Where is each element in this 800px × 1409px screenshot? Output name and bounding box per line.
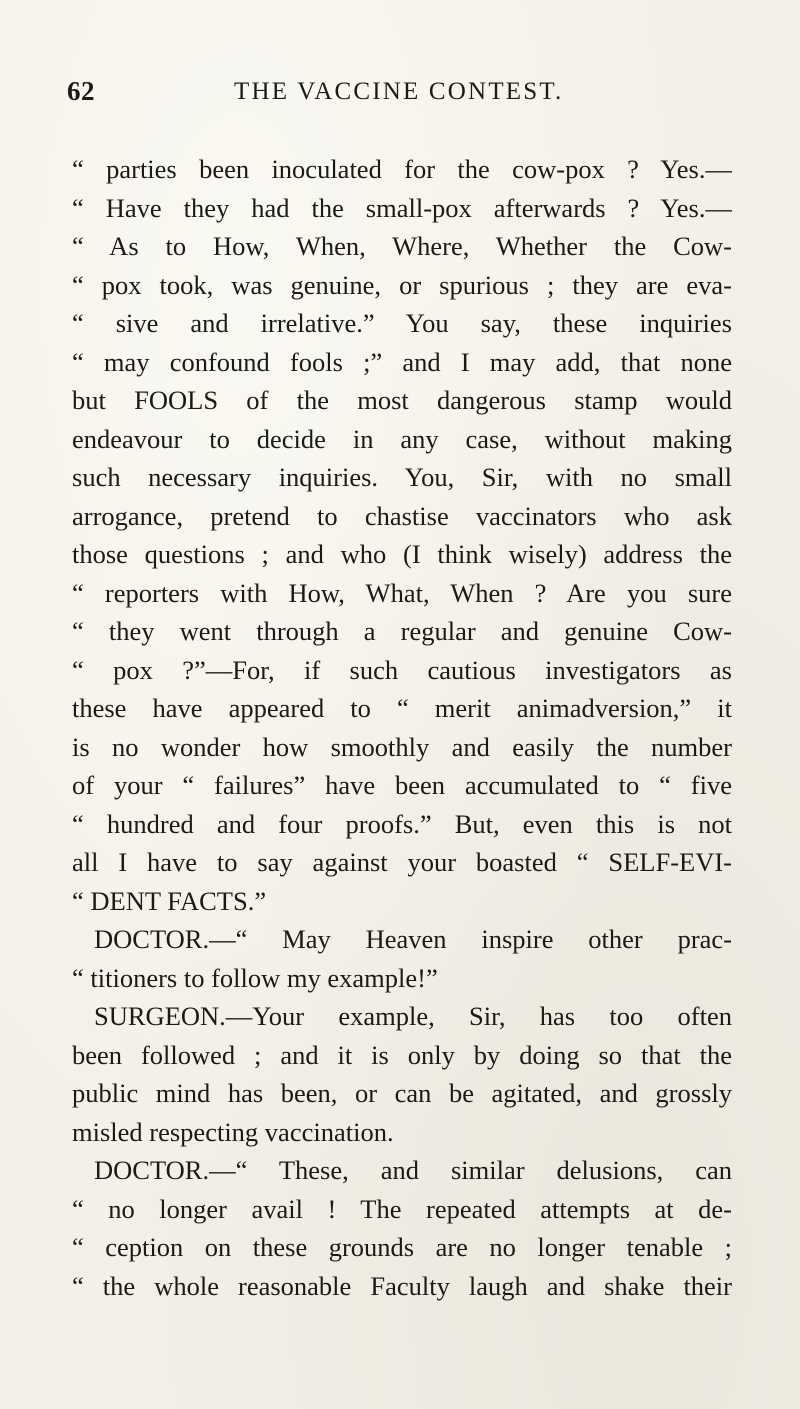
text-line: “ sive and irrelative.” You say, these inquiries [72,308,732,338]
text-line: “ hundred and four proofs.” But, even this is not [72,808,732,839]
text-line: been followed ; and it is only by doing so that the [72,1039,732,1070]
text-line: “ may confound fools ;” and I may add, that none [72,346,732,377]
text-line: endeavour to decide in any case, without making [72,423,732,454]
text-line: all I have to say against your boasted “ SELF-EVI- [72,847,732,877]
text-line: those questions ; and who (I think wisely) address the [72,539,732,569]
text-line: DOCTOR.—“ These, and similar delusions, can [94,1155,732,1185]
text-line: “ they went through a regular and genuine Cow- [72,616,732,646]
text-line: “ the whole reasonable Faculty laugh and shake their [72,1270,732,1301]
text-line: arrogance, pretend to chastise vaccinators who ask [72,500,732,531]
text-line: “ parties been inoculated for the cow-pox ? Yes.— [72,154,732,184]
page-number: 62 [67,76,95,106]
text-line: these have appeared to “ merit animadversion,” it [72,693,732,723]
text-line: “ As to How, When, Where, Whether the Cow- [72,231,732,261]
page-header [0,76,800,116]
text-line: “ reporters with How, What, When ? Are you sure [72,577,732,608]
text-line: “ Have they had the small-pox afterwards ? Yes.— [72,192,732,223]
text-line: “ DENT FACTS.” [72,885,267,916]
text-line: “ ception on these grounds are no longer tenable ; [72,1232,732,1262]
text-line: of your “ failures” have been accumulated to “ five [72,770,732,800]
body-text [72,150,732,1305]
text-line: DOCTOR.—“ May Heaven inspire other prac- [94,924,732,954]
text-line: “ no longer avail ! The repeated attempts at de- [72,1193,732,1224]
text-line: such necessary inquiries. You, Sir, with no small [72,462,732,492]
text-line: is no wonder how smoothly and easily the number [72,731,732,762]
text-line: but FOOLS of the most dangerous stamp would [72,385,732,415]
text-line: “ pox took, was genuine, or spurious ; they are eva- [72,269,732,300]
text-line: misled respecting vaccination. [72,1116,394,1147]
text-line: public mind has been, or can be agitated, and grossly [72,1078,732,1108]
running-head: THE VACCINE CONTEST. [234,78,564,105]
text-line: “ titioners to follow my example!” [72,962,438,993]
text-line: SURGEON.—Your example, Sir, has too often [94,1001,732,1031]
text-line: “ pox ?”—For, if such cautious investigators as [72,654,732,685]
